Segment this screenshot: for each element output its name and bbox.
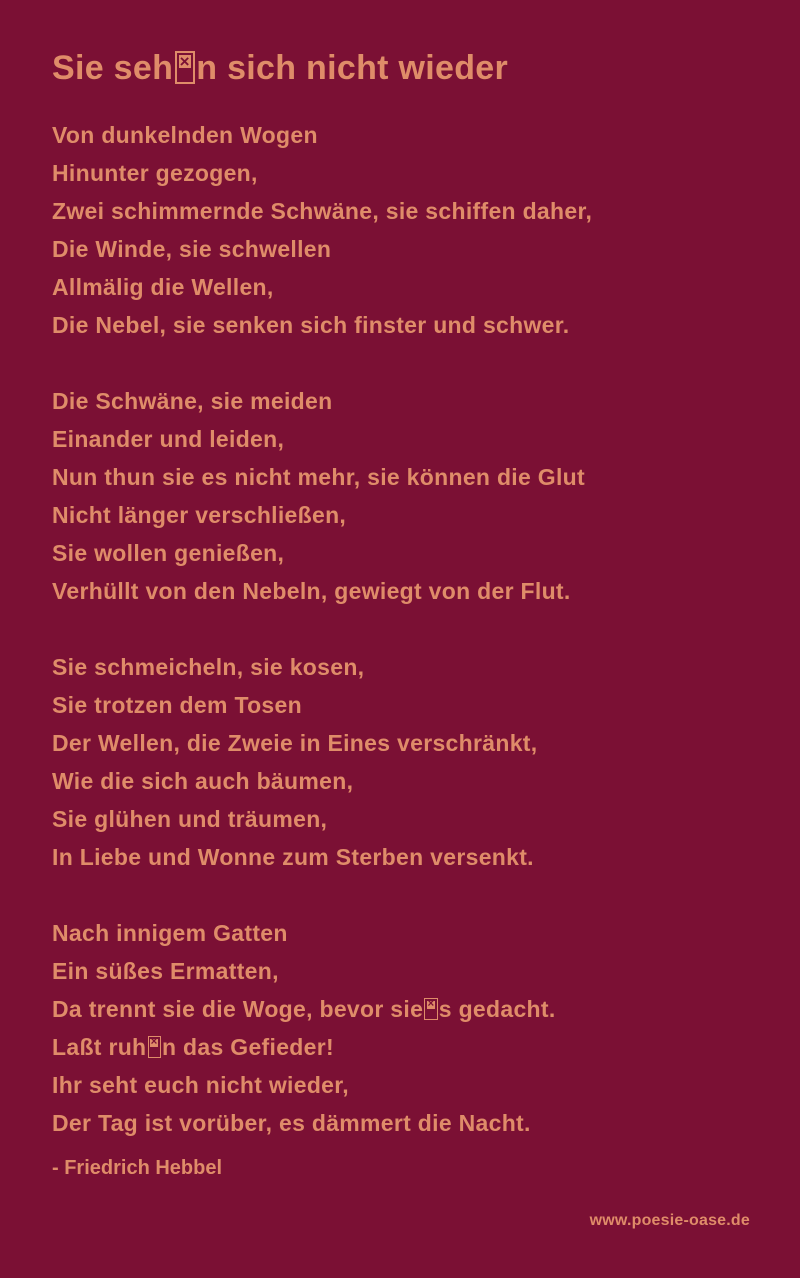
poem-line: Nicht länger verschließen, [52, 502, 347, 528]
stanza [52, 382, 750, 610]
poem-line: In Liebe und Wonne zum Sterben versenkt. [52, 844, 534, 870]
poem-line: Der Wellen, die Zweie in Eines verschränkt, [52, 730, 538, 756]
stanza [52, 648, 750, 876]
poem-line: Verhüllt von den Nebeln, gewiegt von der Flut. [52, 578, 571, 604]
poem-line: Allmälig die Wellen, [52, 274, 274, 300]
missing-glyph-x [427, 1001, 435, 1010]
poem-body [52, 116, 750, 1142]
poem-line: Sie trotzen dem Tosen [52, 692, 302, 718]
missing-glyph-box [148, 1036, 161, 1058]
poem-line: Ein süßes Ermatten, [52, 958, 279, 984]
poem-line: Wie die sich auch bäumen, [52, 768, 354, 794]
poem-line: Sie wollen genießen, [52, 540, 285, 566]
poem-attribution: - Friedrich Hebbel [52, 1157, 223, 1179]
site-watermark: www.poesie-oase.de [589, 1212, 750, 1229]
poem-line: Ihr seht euch nicht wieder, [52, 1072, 349, 1098]
poem-line: Nun thun sie es nicht mehr, sie können die Glut [52, 464, 585, 490]
poem-line: Sie glühen und träumen, [52, 806, 328, 832]
poem-line: Von dunkelnden Wogen [52, 122, 318, 148]
missing-glyph-x [179, 55, 191, 67]
poem-line: Nach innigem Gatten [52, 920, 288, 946]
poem-line: Zwei schimmernde Schwäne, sie schiffen daher, [52, 198, 593, 224]
stanza [52, 116, 750, 344]
missing-glyph-box [424, 998, 437, 1020]
poem-line: Da trennt sie die Woge, bevor sie × s gedacht. [52, 990, 750, 1028]
poem-line: Einander und leiden, [52, 426, 285, 452]
poem-line: Hinunter gezogen, [52, 160, 258, 186]
stanza [52, 914, 750, 1142]
poem-line: Sie schmeicheln, sie kosen, [52, 654, 365, 680]
poem-title: Sie seh × n sich nicht wieder [52, 46, 750, 90]
poem-line: Die Winde, sie schwellen [52, 236, 332, 262]
missing-glyph-box [175, 51, 195, 83]
poem-line: Die Schwäne, sie meiden [52, 388, 333, 414]
missing-glyph-x [150, 1039, 158, 1048]
poem-line: Der Tag ist vorüber, es dämmert die Nacht. [52, 1110, 531, 1136]
poem-line: Laßt ruh × n das Gefieder! [52, 1028, 750, 1066]
poem-line: Die Nebel, sie senken sich finster und schwer. [52, 312, 570, 338]
